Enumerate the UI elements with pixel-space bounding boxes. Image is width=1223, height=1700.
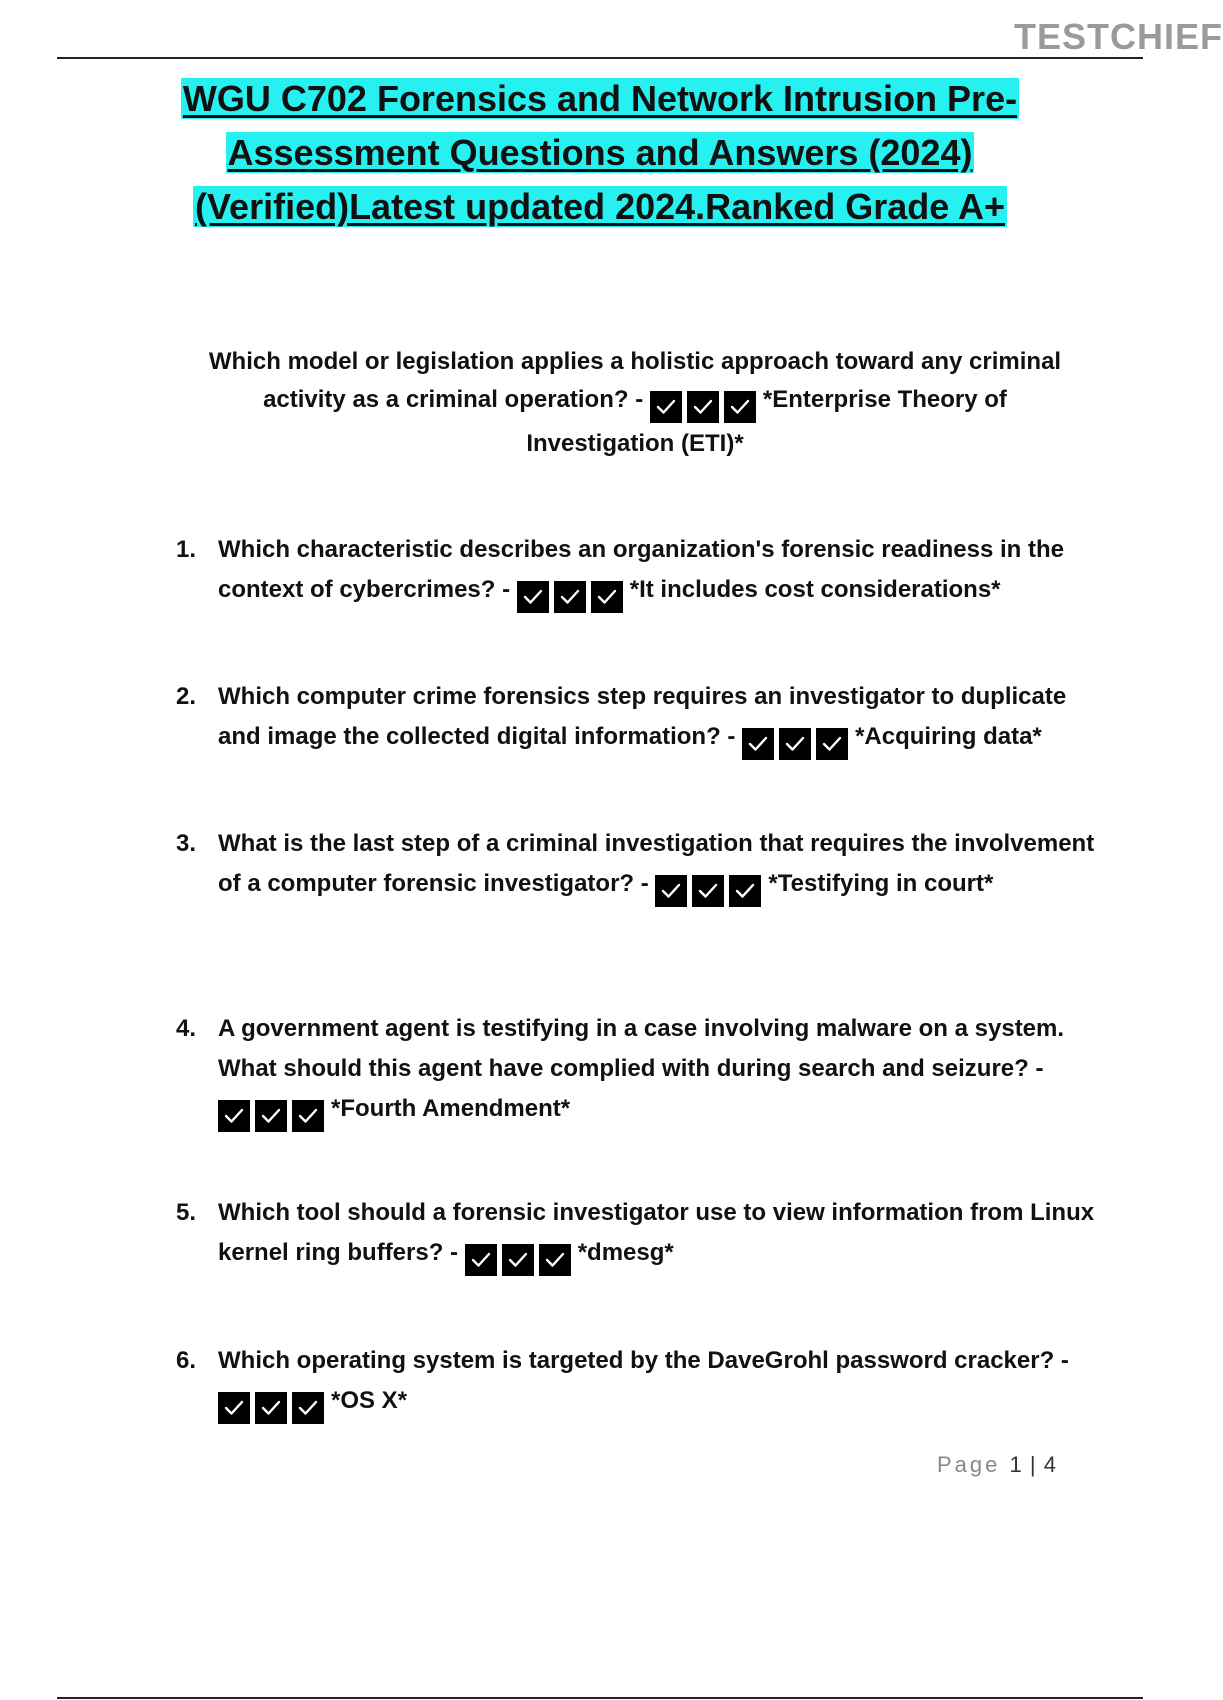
question-text: What is the last step of a criminal investigation that requires the involvement of a computer forensic investigator? - bbox=[218, 830, 1095, 897]
question-item-1 bbox=[176, 530, 1096, 616]
answer-text: *OS X* bbox=[331, 1387, 408, 1414]
check-box-icon bbox=[816, 728, 848, 760]
check-box-icon bbox=[502, 1244, 534, 1276]
footer-rule bbox=[57, 1697, 1143, 1699]
question-item-4 bbox=[176, 1009, 1096, 1135]
watermark: TESTCHIEF bbox=[1014, 16, 1223, 57]
check-box-icon bbox=[539, 1244, 571, 1276]
answer-text: *It includes cost considerations* bbox=[629, 576, 1001, 603]
answer-checkmarks bbox=[218, 1095, 329, 1135]
check-box-icon bbox=[255, 1392, 287, 1424]
question-number: 5. bbox=[176, 1199, 197, 1226]
question-text: Which computer crime forensics step requires an investigator to duplicate and image the collected digital information? - bbox=[218, 683, 1067, 750]
check-box-icon bbox=[292, 1392, 324, 1424]
question-text: A government agent is testifying in a case involving malware on a system. What should this agent have complied with during search and seizure? - bbox=[218, 1015, 1065, 1082]
answer-checkmarks bbox=[218, 1387, 329, 1427]
check-box-icon bbox=[591, 581, 623, 613]
answer-text: *Acquiring data* bbox=[855, 723, 1042, 750]
check-box-icon bbox=[779, 728, 811, 760]
question-item-3 bbox=[176, 824, 1096, 910]
question-number: 3. bbox=[176, 830, 197, 857]
check-box-icon bbox=[218, 1100, 250, 1132]
title-line-2: Assessment Questions and Answers (2024) bbox=[227, 132, 973, 173]
check-box-icon bbox=[655, 875, 687, 907]
header-rule bbox=[57, 57, 1143, 59]
check-box-icon bbox=[465, 1244, 497, 1276]
question-item-5 bbox=[176, 1193, 1096, 1279]
question-text: Which characteristic describes an organization's forensic readiness in the context of cybercrimes? - bbox=[218, 536, 1064, 603]
question-item-2 bbox=[176, 677, 1096, 763]
question-number: 6. bbox=[176, 1347, 197, 1374]
check-box-icon bbox=[650, 391, 682, 423]
check-box-icon bbox=[724, 391, 756, 423]
check-box-icon bbox=[742, 728, 774, 760]
answer-text: *dmesg* bbox=[577, 1239, 674, 1266]
answer-checkmarks bbox=[742, 723, 853, 763]
question-number: 1. bbox=[176, 536, 197, 563]
answer-checkmarks bbox=[517, 576, 628, 616]
answer-text: *Enterprise Theory of Investigation (ETI)* bbox=[526, 386, 1007, 457]
question-text: Which tool should a forensic investigator use to view information from Linux kernel ring buffers? - bbox=[218, 1199, 1095, 1266]
check-box-icon bbox=[255, 1100, 287, 1132]
check-box-icon bbox=[692, 875, 724, 907]
answer-text: *Testifying in court* bbox=[768, 870, 994, 897]
page-label: Page bbox=[937, 1452, 1001, 1477]
check-box-icon bbox=[554, 581, 586, 613]
intro-question bbox=[190, 343, 1080, 463]
question-item-6 bbox=[176, 1341, 1096, 1427]
page-number: 1 | 4 bbox=[1009, 1452, 1057, 1477]
answer-text: *Fourth Amendment* bbox=[331, 1095, 571, 1122]
check-box-icon bbox=[687, 391, 719, 423]
check-box-icon bbox=[218, 1392, 250, 1424]
title-line-1: WGU C702 Forensics and Network Intrusion Pre- bbox=[182, 78, 1018, 119]
answer-checkmarks bbox=[465, 1239, 576, 1279]
check-box-icon bbox=[729, 875, 761, 907]
question-text: Which model or legislation applies a holistic approach toward any criminal activity as a criminal operation? - bbox=[208, 348, 1062, 413]
check-box-icon bbox=[292, 1100, 324, 1132]
question-text: Which operating system is targeted by the DaveGrohl password cracker? - bbox=[218, 1347, 1069, 1374]
answer-checkmarks bbox=[650, 387, 761, 425]
check-box-icon bbox=[517, 581, 549, 613]
document-title bbox=[180, 72, 1020, 234]
question-number: 2. bbox=[176, 683, 197, 710]
title-line-3: (Verified)Latest updated 2024.Ranked Grade A+ bbox=[195, 186, 1005, 227]
page-footer bbox=[937, 1452, 1057, 1478]
answer-checkmarks bbox=[655, 870, 766, 910]
question-number: 4. bbox=[176, 1015, 197, 1042]
